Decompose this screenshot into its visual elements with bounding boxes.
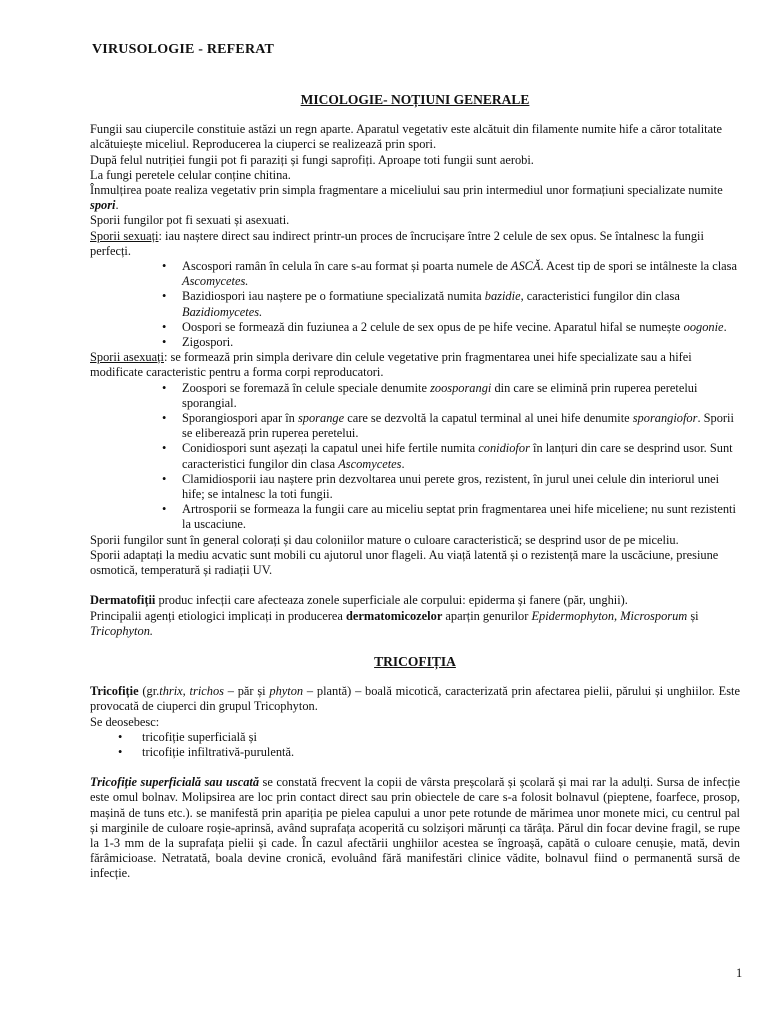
paragraph-sporii-acvatici: Sporii adaptați la mediu acvatic sunt mobili cu ajutorul unor flageli. Au viață latentă și o rezistență mare la uscăciune, presiune osmotică, temperatură și radiații UV. xyxy=(90,547,719,578)
paragraph-sporii: Sporii fungilor pot fi sexuati și asexuati. xyxy=(90,213,290,228)
document-body xyxy=(90,92,740,882)
bullet-icon: • xyxy=(118,729,123,744)
list-item: • Sporangiospori apar în sporange care se dezvoltă la capatul terminal al unei hife denumite sporangiofor. Sporii se eliberează prin ruperea peretelui. xyxy=(162,411,734,441)
paragraph-dermatofiti: Dermatofiții produc infecții care afecteaza zonele superficiale ale corpului: epiderma și fanere (păr, unghii). xyxy=(90,593,628,608)
paragraph-nutritie: După felul nutriției fungii pot fi paraziți și fungi saprofiți. Aproape toti fungii sunt aerobi. xyxy=(90,152,534,167)
bullet-icon: • xyxy=(162,289,167,304)
list-item: • Zigospori. xyxy=(162,335,234,350)
page-number: 1 xyxy=(736,966,743,980)
paragraph-agenti-etiologici: Principalii agenți etiologici implicați in producerea dermatomicozelor aparțin genurilor Epidermophyton, Microsporum și Tricophyton. xyxy=(90,608,699,638)
list-item: • Ascospori ramân în celula în care s-au format și poarta numele de ASCĂ. Acest tip de spori se intâlneste la clasa Ascomycetes. xyxy=(162,259,738,289)
paragraph-inmultire: Înmulțirea poate realiza vegetativ prin simpla fragmentare a miceliului sau prin intermediul unor formațiuni specializate numite spori. xyxy=(90,183,723,213)
list-item: • tricofiție superficială și xyxy=(118,729,257,744)
bullet-icon: • xyxy=(162,259,167,274)
list-item: • Zoospori se foremază în celule speciale denumite zoosporangi din care se elimină prin ruperea peretelui sporangial. xyxy=(162,380,698,410)
list-item: • Bazidiospori iau naștere pe o formatiune specializată numita bazidie, caracteristici fungilor din clasa Bazidiomycetes. xyxy=(162,289,680,319)
list-tricofitie-tipuri xyxy=(90,730,740,760)
section-title-tricofitia: TRICOFIȚIA xyxy=(374,653,456,669)
paragraph-se-deosebesc: Se deosebesc: xyxy=(90,714,160,729)
paragraph-tricofitie-definitie: Tricofiție (gr.thrix, trichos – păr și phyton – plantă) – boală micotică, caracterizată prin afectarea pielii, părului și unghiilor. Este provocată de ciuperci din grupul Tricophyton. xyxy=(90,684,740,714)
bullet-icon: • xyxy=(162,335,167,350)
list-sporii-asexuati xyxy=(90,381,740,533)
paragraph-perete-celular: La fungi peretele celular conține chitina. xyxy=(90,167,291,182)
bullet-icon: • xyxy=(162,471,167,486)
list-item: • tricofiție infiltrativă-purulentă. xyxy=(118,744,295,759)
paragraph-fungi-intro: Fungii sau ciupercile constituie astăzi un regn aparte. Aparatul vegetativ este alcătuit din filamente numite hife a căror totalitate alcătuiește miceliul. Reproducerea la ciuperci se realizează prin spori. xyxy=(90,122,723,152)
paragraph-sporii-sexuati: Sporii sexuați: iau naștere direct sau indirect printr-un proces de încrucișare între 2 celule de sex opus. Se întalnesc la fungii perfecți. xyxy=(90,228,704,258)
sporii-asexuati-label: Sporii asexuați xyxy=(90,350,164,365)
section-title-micologie: MICOLOGIE- NOȚIUNI GENERALE xyxy=(300,92,530,107)
paragraph-sporii-asexuati: Sporii asexuați: se formează prin simpla derivare din celule vegetative prin fragmentarea unei hife specializate sau a hifei modificate caracteristic pentru a forma corpi reproducatori. xyxy=(90,350,692,380)
list-item: • Artrosporii se formeaza la fungii care au miceliu septat prin fragmentarea unei hife miceliene; nu sunt rezistenti la uscaciune. xyxy=(162,502,736,532)
bullet-icon: • xyxy=(162,441,167,456)
sporii-sexuati-label: Sporii sexuați xyxy=(90,228,159,243)
list-sporii-sexuati xyxy=(90,259,740,350)
bullet-icon: • xyxy=(162,411,167,426)
list-item: • Clamidiosporii iau naștere prin dezvoltarea unui perete gros, rezistent, în jurul unei celule din interiorul unei hife; se intalnesc la toti fungii. xyxy=(162,471,720,502)
paragraph-sporii-colorati: Sporii fungilor sunt în general colorați și dau coloniilor mature o culoare caracteristică; se desprind usor de pe miceliu. xyxy=(90,532,679,547)
bullet-icon: • xyxy=(162,319,167,334)
list-item: • Oospori se formează din fuziunea a 2 celule de sex opus de pe hife vecine. Aparatul hifal se numește oogonie. xyxy=(162,319,727,334)
bullet-icon: • xyxy=(162,380,167,395)
document-title: VIRUSOLOGIE - REFERAT xyxy=(92,42,275,57)
paragraph-tricofitie-superficiala: Tricofiție superficială sau uscată se constată frecvent la copii de vârsta preșcolară și școlară și mai rar la adulți. Sursa de infecție este omul bolnav. Molipsirea are loc prin contact direct sau prin obiectele de care s-a folosit bolnavul (pieptene, foarfece, prosop, mașină de tuns etc.). se manifestă prin apariția pe pielea capului a unor pete rotunde de mărimea unor monete mici, cu centrul pal și marginile de culoare roșie-aprinsă, având suprafața acoperită cu solzișori mărunți ca tărâța. Părul din focar devine fragil, se rupe la 1-3 mm de la suprafața pielii și cade. În cazul afectării unghiilor acestea se îngroașă, capătă o culoare cenușie, mată, devin fărâmicioase. Netratată, boala devine cronică, evoluând fără manifestări clinice vădite, bolnavul fiind o permanentă sursă de infecție. xyxy=(90,775,740,881)
bullet-icon: • xyxy=(162,502,167,517)
bullet-icon: • xyxy=(118,744,123,759)
list-item: • Conidiospori sunt așezați la capatul unei hife fertile numita conidiofor în lanțuri din care se desprind usor. Sunt caracteristici fungilor din clasa Ascomycetes. xyxy=(162,441,733,471)
